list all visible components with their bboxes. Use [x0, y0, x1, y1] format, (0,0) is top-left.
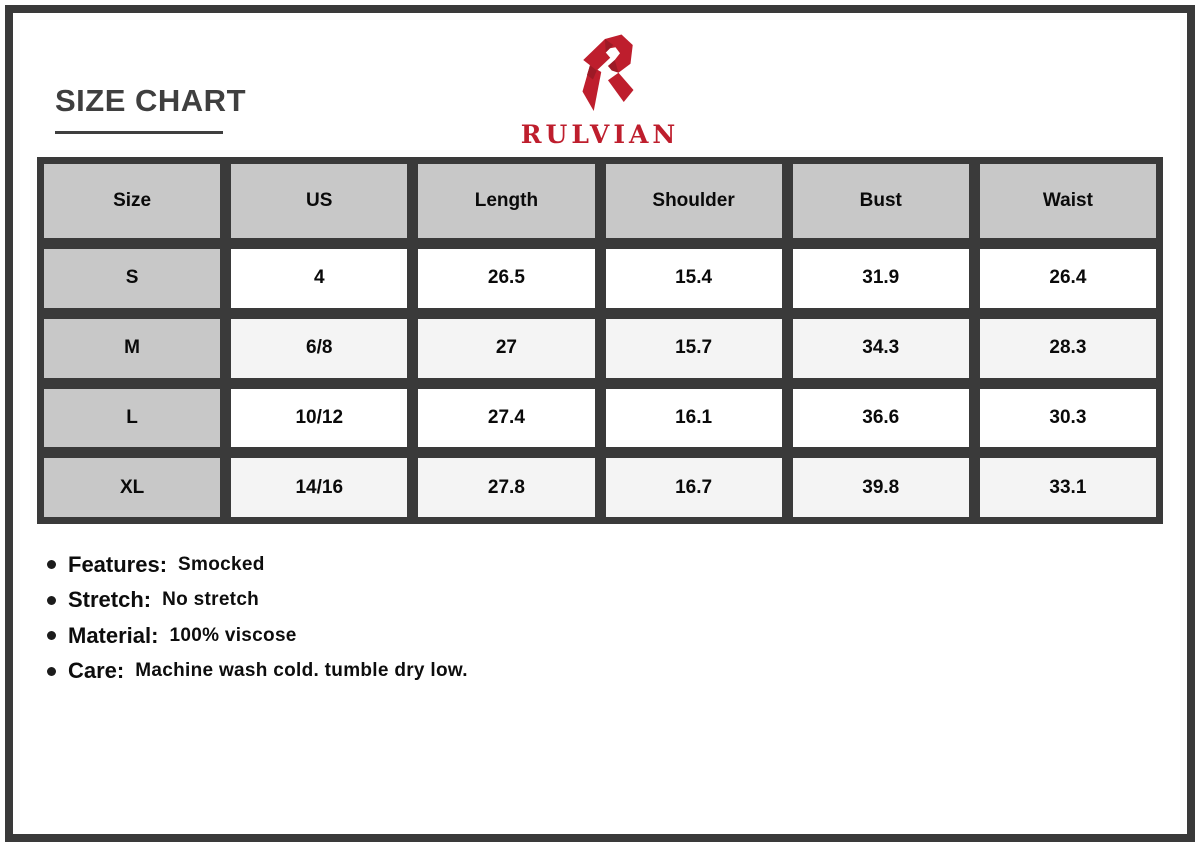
- detail-label: Stretch:: [68, 587, 152, 613]
- cell-l-waist: 30.3: [980, 389, 1156, 448]
- size-chart-table: [37, 157, 1163, 524]
- header-cell-size: Size: [44, 164, 220, 238]
- cell-s-us: 4: [231, 249, 407, 308]
- cell-xl-shoulder: 16.7: [606, 458, 782, 517]
- header-cell-us: US: [231, 164, 407, 238]
- product-details-list: [47, 547, 468, 689]
- cell-s-length: 26.5: [418, 249, 594, 308]
- brand-block: [521, 33, 680, 149]
- page-title: SIZE CHART: [55, 83, 246, 118]
- detail-value: No stretch: [162, 589, 260, 611]
- header-cell-waist: Waist: [980, 164, 1156, 238]
- cell-xl-waist: 33.1: [980, 458, 1156, 517]
- detail-value: Smocked: [178, 553, 265, 575]
- detail-item-features: [47, 547, 468, 583]
- detail-item-material: [47, 618, 468, 654]
- cell-m-bust: 34.3: [793, 319, 969, 378]
- cell-xl-us: 14/16: [231, 458, 407, 517]
- header-cell-shoulder: Shoulder: [606, 164, 782, 238]
- brand-wordmark: RULVIAN: [520, 120, 680, 149]
- cell-l-bust: 36.6: [793, 389, 969, 448]
- cell-l-length: 27.4: [418, 389, 594, 448]
- header-cell-length: Length: [418, 164, 594, 238]
- cell-xl-bust: 39.8: [793, 458, 969, 517]
- cell-l-size: L: [44, 389, 220, 448]
- detail-label: Material:: [68, 622, 159, 648]
- cell-m-length: 27: [418, 319, 594, 378]
- detail-label: Care:: [68, 658, 125, 684]
- cell-s-waist: 26.4: [980, 249, 1156, 308]
- cell-m-waist: 28.3: [980, 319, 1156, 378]
- cell-xl-length: 27.8: [418, 458, 594, 517]
- cell-s-size: S: [44, 249, 220, 308]
- cell-s-shoulder: 15.4: [606, 249, 782, 308]
- bullet-icon: [47, 596, 56, 605]
- detail-item-stretch: [47, 583, 468, 619]
- detail-label: Features:: [68, 551, 168, 577]
- rulvian-r-monogram-icon: [561, 33, 639, 117]
- bullet-icon: [47, 631, 56, 640]
- detail-item-care: [47, 654, 468, 690]
- title-block: [55, 84, 246, 134]
- bullet-icon: [47, 560, 56, 569]
- cell-m-size: M: [44, 319, 220, 378]
- detail-value: 100% viscose: [169, 624, 297, 646]
- cell-s-bust: 31.9: [793, 249, 969, 308]
- detail-value: Machine wash cold. tumble dry low.: [135, 660, 468, 682]
- header-cell-bust: Bust: [793, 164, 969, 238]
- title-underline: [55, 131, 223, 134]
- cell-m-us: 6/8: [231, 319, 407, 378]
- cell-l-us: 10/12: [231, 389, 407, 448]
- bullet-icon: [47, 667, 56, 676]
- cell-m-shoulder: 15.7: [606, 319, 782, 378]
- cell-xl-size: XL: [44, 458, 220, 517]
- cell-l-shoulder: 16.1: [606, 389, 782, 448]
